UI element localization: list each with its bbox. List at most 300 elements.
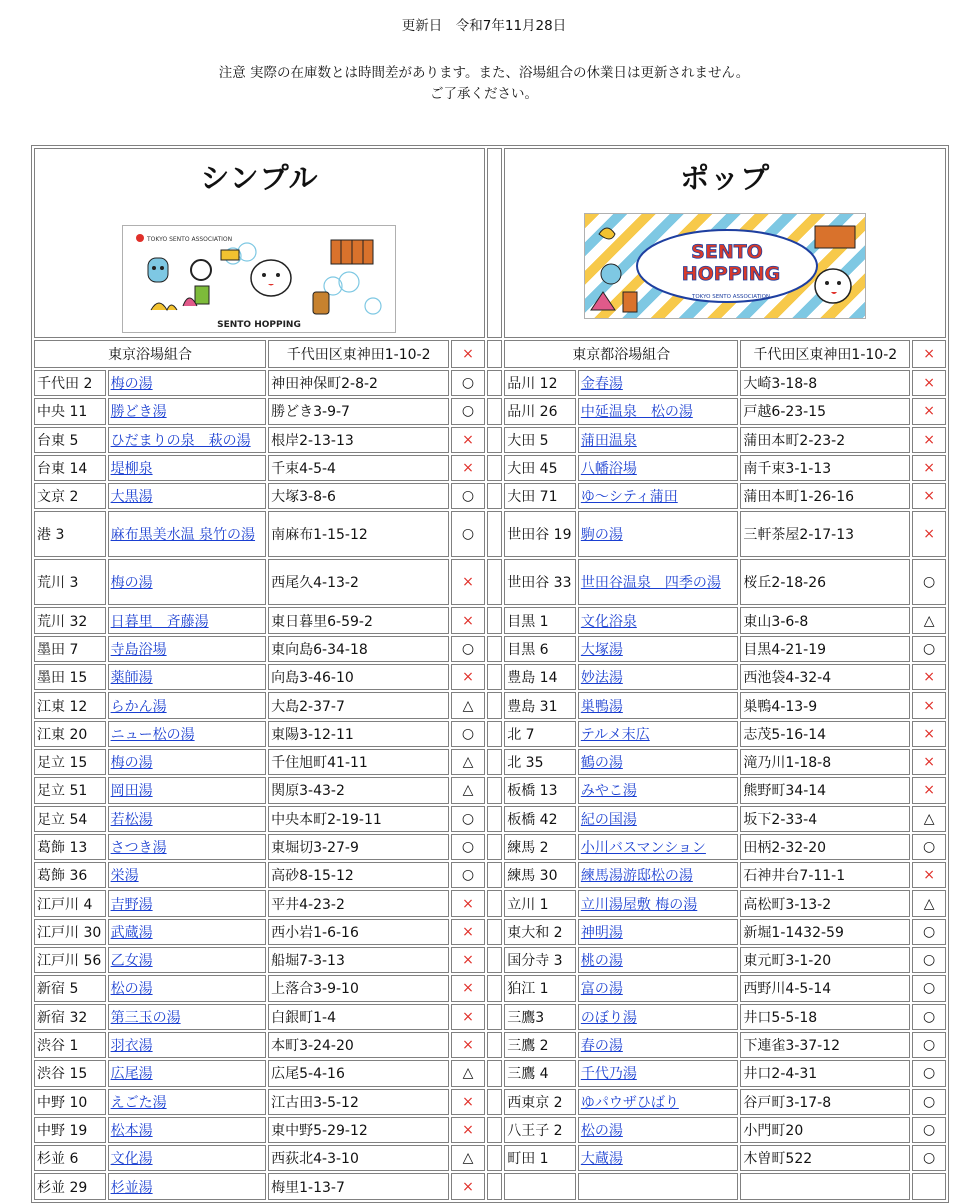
simple-address: 神田神保町2-8-2 xyxy=(268,370,449,396)
simple-location: 中野 10 xyxy=(34,1089,106,1115)
simple-bathhouse-cell xyxy=(108,559,267,605)
pop-bathhouse-link[interactable]: 立川湯屋敷 梅の湯 xyxy=(580,896,698,913)
simple-address: 根岸2-13-13 xyxy=(268,427,449,453)
simple-location: 江戸川 56 xyxy=(34,947,106,973)
simple-stock-status: × xyxy=(451,947,485,973)
simple-stock-status: × xyxy=(451,975,485,1001)
pop-location: 豊島 14 xyxy=(504,664,576,690)
pop-location: 豊島 31 xyxy=(504,692,576,718)
pop-address: 東山3-6-8 xyxy=(740,607,910,633)
simple-stock-status: × xyxy=(451,455,485,481)
column-spacer xyxy=(487,806,502,832)
pop-bathhouse-link[interactable]: 松の湯 xyxy=(580,1122,623,1139)
table-row xyxy=(34,455,946,481)
column-spacer xyxy=(487,1089,502,1115)
simple-stock-status: ○ xyxy=(451,511,485,557)
pop-stock-status: ○ xyxy=(912,636,946,662)
simple-location: 葛飾 36 xyxy=(34,862,106,888)
pop-location: 北 35 xyxy=(504,749,576,775)
column-spacer xyxy=(487,636,502,662)
pop-bathhouse-link[interactable]: 中延温泉 松の湯 xyxy=(580,404,693,421)
simple-bathhouse-cell xyxy=(108,806,267,832)
pop-stock-status: × xyxy=(912,692,946,718)
simple-location: 江東 20 xyxy=(34,721,106,747)
pop-bathhouse-cell xyxy=(578,636,739,662)
pop-stock-status: △ xyxy=(912,806,946,832)
simple-location: 文京 2 xyxy=(34,483,106,509)
simple-bathhouse-link[interactable]: 松本湯 xyxy=(110,1122,153,1139)
simple-stock-status: ○ xyxy=(451,862,485,888)
pop-bathhouse-link[interactable]: 紀の国湯 xyxy=(580,811,637,828)
pop-bathhouse-cell xyxy=(578,1117,739,1143)
simple-stock-status: × xyxy=(451,607,485,633)
simple-address: 本町3-24-20 xyxy=(268,1032,449,1058)
pop-bathhouse-link[interactable]: のぼり湯 xyxy=(580,1009,637,1026)
column-spacer xyxy=(487,749,502,775)
simple-org-status: × xyxy=(451,340,485,368)
pop-address: 木曽町522 xyxy=(740,1145,910,1171)
simple-address: 千束4-5-4 xyxy=(268,455,449,481)
pop-address: 戸越6-23-15 xyxy=(740,398,910,424)
pop-location: 練馬 2 xyxy=(504,834,576,860)
update-date: 更新日 令和7年11月28日 xyxy=(401,18,567,34)
pop-bathhouse-cell xyxy=(578,559,739,605)
pop-address: 西池袋4-32-4 xyxy=(740,664,910,690)
simple-bathhouse-cell xyxy=(108,370,267,396)
simple-location: 新宿 32 xyxy=(34,1004,106,1030)
pop-empty-name xyxy=(578,1173,739,1199)
table-row xyxy=(34,483,946,509)
simple-bathhouse-link[interactable]: 若松湯 xyxy=(110,811,153,828)
column-spacer xyxy=(487,148,502,338)
simple-bathhouse-cell xyxy=(108,511,267,557)
pop-bathhouse-cell xyxy=(578,975,739,1001)
org-row xyxy=(34,340,946,368)
simple-bathhouse-link[interactable]: 栄湯 xyxy=(110,868,139,885)
pop-location: 品川 12 xyxy=(504,370,576,396)
simple-address: 東中野5-29-12 xyxy=(268,1117,449,1143)
simple-stock-status: × xyxy=(451,890,485,916)
pop-title-cell xyxy=(504,148,946,338)
pop-location: 板橋 42 xyxy=(504,806,576,832)
simple-bathhouse-link[interactable]: 岡田湯 xyxy=(110,783,153,800)
pop-bathhouse-cell xyxy=(578,806,739,832)
simple-bathhouse-link[interactable]: ニュー松の湯 xyxy=(110,726,195,743)
simple-bathhouse-link[interactable]: 麻布黒美水温 泉竹の湯 xyxy=(110,527,256,544)
simple-address: 広尾5-4-16 xyxy=(268,1060,449,1086)
simple-bathhouse-link[interactable]: 第三玉の湯 xyxy=(110,1009,181,1026)
simple-bathhouse-cell xyxy=(108,1145,267,1171)
simple-location: 渋谷 1 xyxy=(34,1032,106,1058)
pop-stock-status: × xyxy=(912,721,946,747)
pop-banner-title-2: HOPPING xyxy=(681,263,781,285)
pop-stock-status: × xyxy=(912,862,946,888)
pop-bathhouse-cell xyxy=(578,607,739,633)
simple-bathhouse-link[interactable]: 吉野湯 xyxy=(110,896,153,913)
simple-bathhouse-cell xyxy=(108,1089,267,1115)
simple-location: 杉並 29 xyxy=(34,1173,106,1199)
pop-location: 世田谷 33 xyxy=(504,559,576,605)
simple-location: 江東 12 xyxy=(34,692,106,718)
pop-banner-image xyxy=(584,213,866,319)
table-row xyxy=(34,975,946,1001)
column-spacer xyxy=(487,398,502,424)
pop-bathhouse-link[interactable]: テルメ末広 xyxy=(580,726,650,743)
simple-stock-status: △ xyxy=(451,749,485,775)
pop-stock-status: ○ xyxy=(912,559,946,605)
simple-bathhouse-cell xyxy=(108,607,267,633)
simple-stock-status: × xyxy=(451,1173,485,1199)
simple-bathhouse-link[interactable]: 大黒湯 xyxy=(110,489,153,506)
pop-bathhouse-link[interactable]: 小川バスマンション xyxy=(580,840,706,856)
pop-bathhouse-cell xyxy=(578,1004,739,1030)
simple-bathhouse-link[interactable]: 松の湯 xyxy=(110,981,153,998)
pop-address: 井口2-4-31 xyxy=(740,1060,910,1086)
table-row xyxy=(34,1032,946,1058)
pop-location: 大田 5 xyxy=(504,427,576,453)
table-row xyxy=(34,890,946,916)
pop-bathhouse-cell xyxy=(578,834,739,860)
pop-bathhouse-link[interactable]: 妙法湯 xyxy=(580,670,623,687)
simple-org-name: 東京浴場組合 xyxy=(34,340,266,368)
pop-stock-status: ○ xyxy=(912,1089,946,1115)
simple-location: 江戸川 30 xyxy=(34,919,106,945)
pop-bathhouse-link[interactable]: 千代乃湯 xyxy=(580,1066,637,1083)
column-spacer xyxy=(487,427,502,453)
table-row xyxy=(34,862,946,888)
pop-address: 熊野町34-14 xyxy=(740,777,910,803)
simple-bathhouse-cell xyxy=(108,1060,267,1086)
pop-stock-status: ○ xyxy=(912,975,946,1001)
column-spacer xyxy=(487,919,502,945)
simple-address: 勝どき3-9-7 xyxy=(268,398,449,424)
pop-address: 大崎3-18-8 xyxy=(740,370,910,396)
simple-location: 江戸川 4 xyxy=(34,890,106,916)
column-spacer xyxy=(487,1145,502,1171)
pop-bathhouse-link[interactable]: 桃の湯 xyxy=(580,953,623,970)
pop-empty-loc xyxy=(504,1173,576,1199)
table-row xyxy=(34,1117,946,1143)
table-row xyxy=(34,1173,946,1199)
pop-bathhouse-cell xyxy=(578,1060,739,1086)
simple-bathhouse-link[interactable]: 薬師湯 xyxy=(110,670,153,687)
pop-address: 谷戸町3-17-8 xyxy=(740,1089,910,1115)
simple-bathhouse-cell xyxy=(108,890,267,916)
simple-bathhouse-cell xyxy=(108,398,267,424)
simple-bathhouse-link[interactable]: 乙女湯 xyxy=(110,953,153,970)
pop-bathhouse-cell xyxy=(578,427,739,453)
simple-stock-status: × xyxy=(451,1004,485,1030)
table-row xyxy=(34,834,946,860)
pop-location: 板橋 13 xyxy=(504,777,576,803)
simple-bathhouse-link[interactable]: えごた湯 xyxy=(110,1094,167,1111)
pop-bathhouse-cell xyxy=(578,749,739,775)
column-spacer xyxy=(487,340,502,368)
pop-org-status: × xyxy=(912,340,946,368)
simple-location: 新宿 5 xyxy=(34,975,106,1001)
simple-address: 東堀切3-27-9 xyxy=(268,834,449,860)
pop-location: 町田 1 xyxy=(504,1145,576,1171)
pop-bathhouse-cell xyxy=(578,862,739,888)
pop-bathhouse-cell xyxy=(578,483,739,509)
pop-stock-status: ○ xyxy=(912,1004,946,1030)
pop-location: 東大和 2 xyxy=(504,919,576,945)
pop-address: 井口5-5-18 xyxy=(740,1004,910,1030)
simple-stock-status: ○ xyxy=(451,721,485,747)
column-spacer xyxy=(487,511,502,557)
simple-bathhouse-cell xyxy=(108,455,267,481)
pop-bathhouse-link[interactable]: 世田谷温泉 四季の湯 xyxy=(580,575,721,592)
column-spacer xyxy=(487,975,502,1001)
pop-bathhouse-cell xyxy=(578,721,739,747)
pop-bathhouse-link[interactable]: 蒲田温泉 xyxy=(580,432,637,449)
pop-stock-status: ○ xyxy=(912,1117,946,1143)
simple-location: 台東 5 xyxy=(34,427,106,453)
simple-address: 東向島6-34-18 xyxy=(268,636,449,662)
simple-bathhouse-link[interactable]: 日暮里 斉藤湯 xyxy=(110,613,209,630)
pop-stock-status: × xyxy=(912,427,946,453)
table-row xyxy=(34,664,946,690)
table-row xyxy=(34,1004,946,1030)
pop-location: 三鷹 4 xyxy=(504,1060,576,1086)
simple-stock-status: × xyxy=(451,919,485,945)
column-spacer xyxy=(487,664,502,690)
pop-stock-status: ○ xyxy=(912,1145,946,1171)
table-row xyxy=(34,398,946,424)
column-spacer xyxy=(487,370,502,396)
pop-stock-status: × xyxy=(912,511,946,557)
simple-bathhouse-link[interactable]: ひだまりの泉 萩の湯 xyxy=(110,432,251,449)
pop-stock-status: × xyxy=(912,398,946,424)
pop-address: 高松町3-13-2 xyxy=(740,890,910,916)
simple-bathhouse-link[interactable]: らかん湯 xyxy=(110,698,167,715)
simple-location: 港 3 xyxy=(34,511,106,557)
simple-address: 梅里1-13-7 xyxy=(268,1173,449,1199)
pop-stock-status: × xyxy=(912,777,946,803)
simple-banner-image xyxy=(122,225,396,333)
pop-location: 品川 26 xyxy=(504,398,576,424)
pop-bathhouse-link[interactable]: 大塚湯 xyxy=(580,641,623,658)
table-row xyxy=(34,511,946,557)
pop-stock-status: × xyxy=(912,483,946,509)
pop-bathhouse-link[interactable]: 練馬湯游邸松の湯 xyxy=(580,868,693,885)
simple-stock-status: △ xyxy=(451,692,485,718)
simple-title-cell xyxy=(34,148,485,338)
simple-stock-status: △ xyxy=(451,1060,485,1086)
pop-bathhouse-cell xyxy=(578,370,739,396)
notice-line-2: ご了承ください。 xyxy=(430,86,538,102)
pop-banner-title-1: SENTO xyxy=(691,241,763,263)
pop-location: 練馬 30 xyxy=(504,862,576,888)
simple-bathhouse-link[interactable]: 広尾湯 xyxy=(110,1066,153,1083)
simple-location: 台東 14 xyxy=(34,455,106,481)
pop-address: 南千束3-1-13 xyxy=(740,455,910,481)
pop-bathhouse-link[interactable]: 富の湯 xyxy=(580,981,623,998)
pop-location: 狛江 1 xyxy=(504,975,576,1001)
simple-address: 西荻北4-3-10 xyxy=(268,1145,449,1171)
simple-stock-status: △ xyxy=(451,1145,485,1171)
simple-address: 大塚3-8-6 xyxy=(268,483,449,509)
pop-stock-status: ○ xyxy=(912,1032,946,1058)
column-spacer xyxy=(487,890,502,916)
table-row xyxy=(34,777,946,803)
simple-location: 杉並 6 xyxy=(34,1145,106,1171)
simple-banner-logo: TOKYO SENTO ASSOCIATION xyxy=(147,236,233,243)
simple-address: 東日暮里6-59-2 xyxy=(268,607,449,633)
table-row xyxy=(34,427,946,453)
column-spacer xyxy=(487,559,502,605)
simple-address: 船堀7-3-13 xyxy=(268,947,449,973)
simple-bathhouse-link[interactable]: 寺島浴場 xyxy=(110,641,167,658)
pop-location: 世田谷 19 xyxy=(504,511,576,557)
pop-title: ポップ xyxy=(680,161,771,195)
simple-address: 西小岩1-6-16 xyxy=(268,919,449,945)
table-row xyxy=(34,370,946,396)
pop-bathhouse-link[interactable]: 文化浴泉 xyxy=(580,613,637,630)
table-row xyxy=(34,692,946,718)
pop-location: 目黒 1 xyxy=(504,607,576,633)
simple-location: 中央 11 xyxy=(34,398,106,424)
simple-stock-status: × xyxy=(451,664,485,690)
simple-stock-status: ○ xyxy=(451,834,485,860)
table-row xyxy=(34,607,946,633)
simple-bathhouse-link[interactable]: 梅の湯 xyxy=(110,376,153,393)
simple-stock-status: ○ xyxy=(451,398,485,424)
simple-bathhouse-link[interactable]: 杉並湯 xyxy=(110,1179,153,1196)
simple-address: 中央本町2-19-11 xyxy=(268,806,449,832)
simple-bathhouse-cell xyxy=(108,1173,267,1199)
simple-bathhouse-link[interactable]: 梅の湯 xyxy=(110,755,153,772)
pop-location: 大田 45 xyxy=(504,455,576,481)
pop-address: 新堀1-1432-59 xyxy=(740,919,910,945)
simple-address: 千住旭町41-11 xyxy=(268,749,449,775)
simple-bathhouse-cell xyxy=(108,427,267,453)
pop-bathhouse-cell xyxy=(578,1089,739,1115)
pop-address: 西野川4-5-14 xyxy=(740,975,910,1001)
simple-location: 足立 54 xyxy=(34,806,106,832)
simple-location: 中野 19 xyxy=(34,1117,106,1143)
simple-banner-text: SENTO HOPPING xyxy=(217,320,302,330)
simple-location: 渋谷 15 xyxy=(34,1060,106,1086)
simple-stock-status: × xyxy=(451,427,485,453)
pop-bathhouse-link[interactable]: 八幡浴場 xyxy=(580,461,637,478)
column-spacer xyxy=(487,607,502,633)
simple-bathhouse-cell xyxy=(108,975,267,1001)
pop-bathhouse-link[interactable]: 巣鴨湯 xyxy=(580,698,623,715)
table-row xyxy=(34,1089,946,1115)
simple-address: 高砂8-15-12 xyxy=(268,862,449,888)
pop-stock-status: × xyxy=(912,749,946,775)
column-spacer xyxy=(487,834,502,860)
simple-stock-status: ○ xyxy=(451,483,485,509)
simple-stock-status: ○ xyxy=(451,636,485,662)
column-spacer xyxy=(487,483,502,509)
pop-bathhouse-cell xyxy=(578,664,739,690)
pop-bathhouse-cell xyxy=(578,1032,739,1058)
pop-bathhouse-link[interactable]: 神明湯 xyxy=(580,924,623,941)
pop-bathhouse-link[interactable]: 鶴の湯 xyxy=(580,755,623,772)
pop-bathhouse-link[interactable]: 大蔵湯 xyxy=(580,1151,623,1168)
pop-bathhouse-cell xyxy=(578,890,739,916)
pop-bathhouse-link[interactable]: ゆ～シティ蒲田 xyxy=(580,489,678,506)
simple-bathhouse-cell xyxy=(108,749,267,775)
simple-address: 東陽3-12-11 xyxy=(268,721,449,747)
pop-location: 大田 71 xyxy=(504,483,576,509)
pop-bathhouse-cell xyxy=(578,692,739,718)
pop-address: 下連雀3-37-12 xyxy=(740,1032,910,1058)
pop-address: 蒲田本町2-23-2 xyxy=(740,427,910,453)
simple-bathhouse-cell xyxy=(108,664,267,690)
table-row xyxy=(34,919,946,945)
pop-stock-status: △ xyxy=(912,890,946,916)
pop-empty-status xyxy=(912,1173,946,1199)
simple-bathhouse-link[interactable]: 羽衣湯 xyxy=(110,1038,153,1055)
simple-stock-status: × xyxy=(451,1032,485,1058)
pop-location: 国分寺 3 xyxy=(504,947,576,973)
table-row xyxy=(34,806,946,832)
notice-text xyxy=(0,63,968,105)
simple-bathhouse-link[interactable]: 文化湯 xyxy=(110,1151,153,1168)
pop-bathhouse-link[interactable]: 金春湯 xyxy=(580,376,623,393)
table-row xyxy=(34,1060,946,1086)
simple-bathhouse-link[interactable]: 武蔵湯 xyxy=(110,924,153,941)
pop-address: 三軒茶屋2-17-13 xyxy=(740,511,910,557)
simple-location: 千代田 2 xyxy=(34,370,106,396)
pop-address: 坂下2-33-4 xyxy=(740,806,910,832)
simple-address: 関原3-43-2 xyxy=(268,777,449,803)
pop-bathhouse-link[interactable]: 駒の湯 xyxy=(580,527,623,544)
sento-stock-table xyxy=(31,145,949,1203)
simple-bathhouse-link[interactable]: 勝どき湯 xyxy=(110,404,167,421)
pop-stock-status: × xyxy=(912,370,946,396)
simple-address: 南麻布1-15-12 xyxy=(268,511,449,557)
pop-banner-art xyxy=(585,214,865,318)
pop-location: 北 7 xyxy=(504,721,576,747)
pop-bathhouse-link[interactable]: みやこ湯 xyxy=(580,783,637,800)
table-row xyxy=(34,947,946,973)
column-spacer xyxy=(487,1032,502,1058)
pop-bathhouse-link[interactable]: 春の湯 xyxy=(580,1038,623,1055)
table-row xyxy=(34,721,946,747)
simple-stock-status: △ xyxy=(451,777,485,803)
column-spacer xyxy=(487,692,502,718)
simple-stock-status: × xyxy=(451,559,485,605)
simple-bathhouse-cell xyxy=(108,1032,267,1058)
simple-bathhouse-cell xyxy=(108,834,267,860)
simple-location: 墨田 15 xyxy=(34,664,106,690)
table-row xyxy=(34,1145,946,1171)
simple-bathhouse-cell xyxy=(108,1117,267,1143)
column-spacer xyxy=(487,947,502,973)
simple-stock-status: ○ xyxy=(451,806,485,832)
pop-bathhouse-cell xyxy=(578,455,739,481)
simple-location: 足立 15 xyxy=(34,749,106,775)
pop-address: 志茂5-16-14 xyxy=(740,721,910,747)
pop-bathhouse-link[interactable]: ゆパウザひばり xyxy=(580,1094,679,1111)
pop-stock-status: × xyxy=(912,664,946,690)
pop-address: 東元町3-1-20 xyxy=(740,947,910,973)
simple-bathhouse-link[interactable]: 梅の湯 xyxy=(110,575,153,592)
pop-address: 田柄2-32-20 xyxy=(740,834,910,860)
pop-address: 巣鴨4-13-9 xyxy=(740,692,910,718)
pop-address: 滝乃川1-18-8 xyxy=(740,749,910,775)
pop-stock-status: ○ xyxy=(912,947,946,973)
simple-bathhouse-link[interactable]: さつき湯 xyxy=(110,840,167,856)
pop-address: 石神井台7-11-1 xyxy=(740,862,910,888)
pop-stock-status: × xyxy=(912,455,946,481)
simple-address: 白銀町1-4 xyxy=(268,1004,449,1030)
simple-bathhouse-link[interactable]: 堤柳泉 xyxy=(110,461,153,478)
